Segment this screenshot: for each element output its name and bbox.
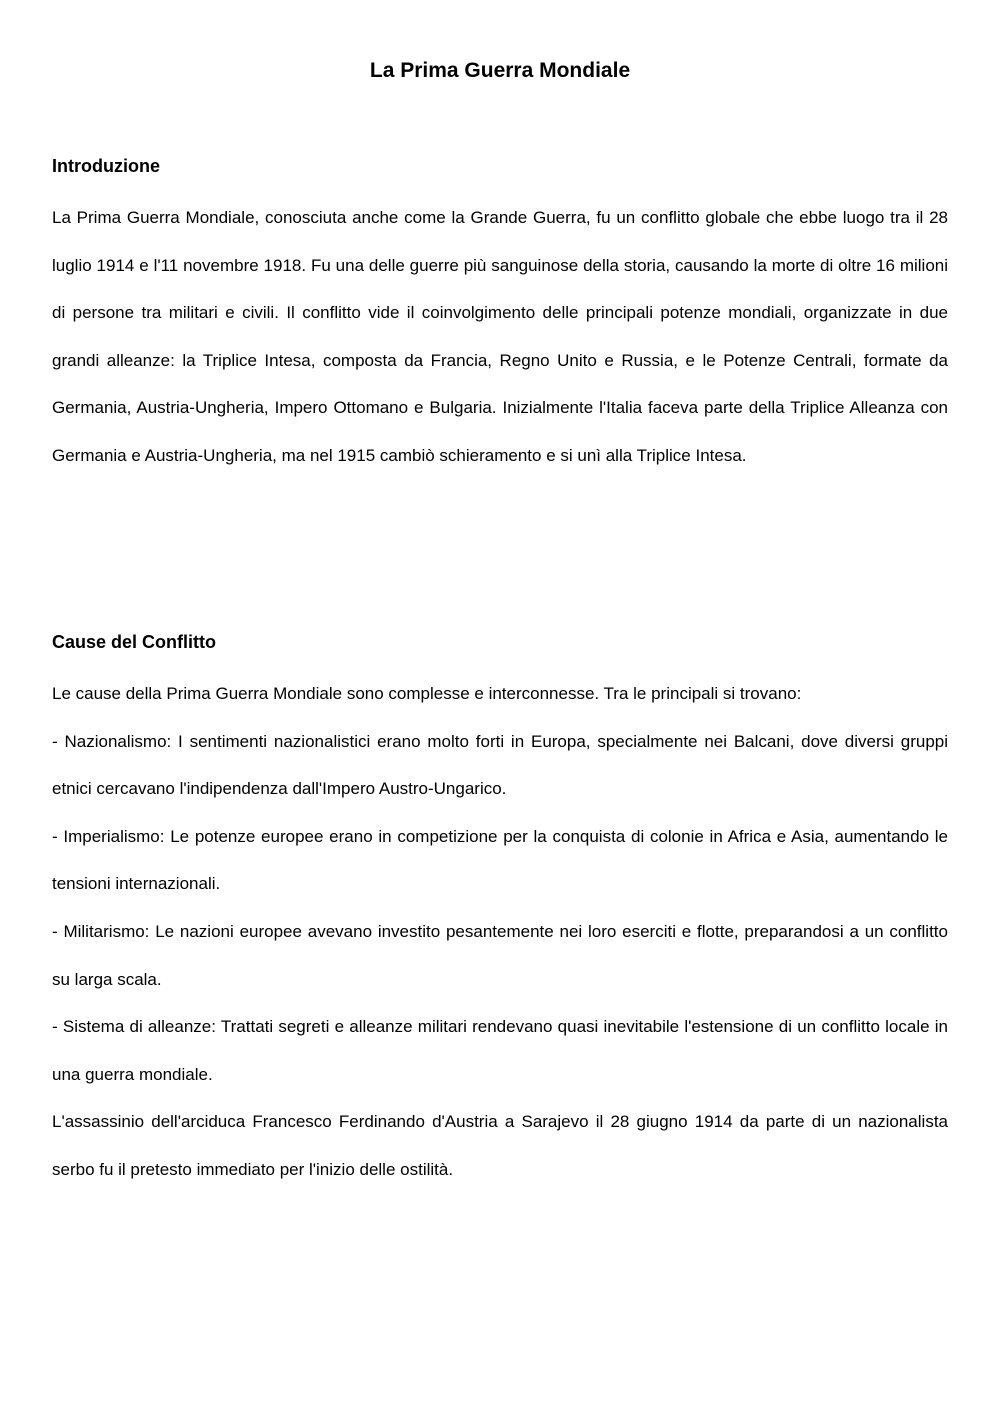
list-item-sistema-di-alleanze: - Sistema di alleanze: Trattati segreti e alleanze militari rendevano quasi inevitabile l'estensione di un conflitto locale in una guerra mondiale. (52, 1017, 948, 1084)
section-heading-cause: Cause del Conflitto (52, 632, 217, 652)
section-introduzione (52, 152, 948, 480)
paragraph-assassinio: L'assassinio dell'arciduca Francesco Ferdinando d'Austria a Sarajevo il 28 giugno 1914 da parte di un nazionalista serbo fu il pretesto immediato per l'inizio delle ostilità. (52, 1112, 948, 1179)
list-item-militarismo: - Militarismo: Le nazioni europee avevano investito pesantemente nei loro eserciti e flotte, preparandosi a un conflitto su larga scala. (52, 921, 948, 989)
paragraph-introduzione: La Prima Guerra Mondiale, conosciuta anche come la Grande Guerra, fu un conflitto globale che ebbe luogo tra il 28 luglio 1914 e l'11 novembre 1918. Fu una delle guerre più sanguinose della storia, causando la morte di oltre 16 milioni di persone tra militari e civili. Il conflitto vide il coinvolgimento delle principali potenze mondiali, organizzate in due grandi alleanze: la Triplice Intesa, composta da Francia, Regno Unito e Russia, e le Potenze Centrali, formate da Germania, Austria-Ungheria, Impero Ottomano e Bulgaria. Inizialmente l'Italia faceva parte della Triplice Alleanza con Germania e Austria-Ungheria, ma nel 1915 cambiò schieramento e si unì alla Triplice Intesa. (52, 208, 948, 465)
section-heading-introduzione: Introduzione (52, 156, 160, 176)
section-cause-del-conflitto (52, 628, 948, 1194)
list-item-imperialismo: - Imperialismo: Le potenze europee erano in competizione per la conquista di colonie in Africa e Asia, aumentando le tensioni internazionali. (52, 826, 948, 894)
document-title: La Prima Guerra Mondiale (369, 59, 631, 82)
list-item-nazionalismo: - Nazionalismo: I sentimenti nazionalistici erano molto forti in Europa, specialmente nei Balcani, dove diversi gruppi etnici cercavano l'indipendenza dall'Impero Austro-Ungarico. (52, 731, 948, 799)
paragraph-cause-intro: Le cause della Prima Guerra Mondiale sono complesse e interconnesse. Tra le principali si trovano: (52, 684, 802, 703)
